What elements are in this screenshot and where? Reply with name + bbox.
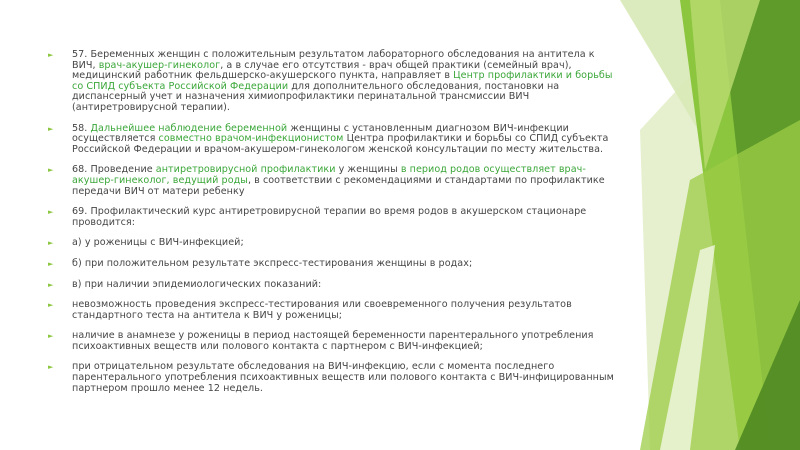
paragraph-text: женщины с установленным диагнозом ВИЧ-инфекции осуществляется xyxy=(72,122,569,145)
slide-content xyxy=(46,50,616,404)
bullet-arrow-icon: ► xyxy=(48,259,54,268)
bullet-arrow-icon: ► xyxy=(48,166,54,175)
bullet-paragraph xyxy=(46,124,616,156)
paragraph-text: , а в случае его отсутствия - врач общей практики (семейный врач), медицинский работник фельдшерско-акушерского пункта, направляет в xyxy=(72,59,572,82)
paragraph-text: б) при положительном результате экспресс-тестирования женщины в родах; xyxy=(72,257,473,269)
bullet-paragraph xyxy=(46,207,616,228)
bullet-arrow-icon: ► xyxy=(48,239,54,248)
paragraph-text: а) у роженицы с ВИЧ-инфекцией; xyxy=(72,237,244,249)
highlighted-text: врач-акушер-гинеколог xyxy=(98,59,221,71)
bullet-paragraph xyxy=(46,259,616,270)
bullet-arrow-icon: ► xyxy=(48,301,54,310)
bullet-paragraph xyxy=(46,165,616,197)
bullet-paragraph xyxy=(46,50,616,114)
bullet-paragraph xyxy=(46,300,616,321)
paragraph-text: в) при наличии эпидемиологических показаний: xyxy=(72,278,322,290)
paragraph-text: невозможность проведения экспресс-тестирования или своевременного получения результатов стандартного теста на антитела к ВИЧ у роженицы; xyxy=(72,299,572,321)
paragraph-text: , в соответствии с рекомендациями и стандартами по профилактике передачи ВИЧ от матери ребенку xyxy=(72,174,605,197)
highlighted-text: совместно врачом-инфекционистом xyxy=(158,133,344,145)
bullet-paragraph xyxy=(46,331,616,352)
bullet-arrow-icon: ► xyxy=(48,51,54,59)
paragraph-text: 69. Профилактический курс антиретровирусной терапии во время родов в акушерском стационаре проводится: xyxy=(72,206,587,228)
paragraph-text: у женщины xyxy=(335,164,401,176)
paragraph-text: 58. xyxy=(72,122,91,134)
paragraph-text: 57. Беременных женщин с положительным результатом лабораторного обследования на антитела к ВИЧ, xyxy=(72,49,595,71)
bullet-arrow-icon: ► xyxy=(48,208,54,217)
bullet-paragraph xyxy=(46,362,616,394)
paragraph-text: наличие в анамнезе у роженицы в период настоящей беременности парентерального употребления психоактивных веществ или полового контакта с партнером с ВИЧ-инфекцией; xyxy=(72,330,594,352)
bullet-arrow-icon: ► xyxy=(48,363,54,372)
highlighted-text: в период родов осуществляет врач-акушер-гинеколог, ведущий роды xyxy=(72,164,586,186)
bullet-paragraph xyxy=(46,238,616,249)
highlighted-text: Центр профилактики и борьбы со СПИД субъекта Российской Федерации xyxy=(72,70,613,92)
bullet-arrow-icon: ► xyxy=(48,332,54,341)
bullet-arrow-icon: ► xyxy=(48,280,54,289)
paragraph-text: 68. Проведение xyxy=(72,164,156,176)
paragraph-text: для дополнительного обследования, постановки на диспансерный учет и назначения химиопрофилактики перинатальной трансмиссии ВИЧ (антиретровирусной терапии). xyxy=(72,80,560,113)
highlighted-text: Дальнейшее наблюдение беременной xyxy=(90,122,288,134)
highlighted-text: антиретровирусной профилактики xyxy=(155,164,336,176)
bullet-paragraph xyxy=(46,280,616,291)
bullet-arrow-icon: ► xyxy=(48,124,54,133)
paragraph-text: при отрицательном результате обследования на ВИЧ-инфекцию, если с момента последнего парентерального употребления психоактивных веществ или полового контакта с ВИЧ-инфицированным партнером прошло менее 12 недель. xyxy=(72,361,614,394)
paragraph-text: Центра профилактики и борьбы со СПИД субъекта Российской Федерации и врачом-акушером-гинекологом женской консультации по месту жительства. xyxy=(72,133,609,155)
